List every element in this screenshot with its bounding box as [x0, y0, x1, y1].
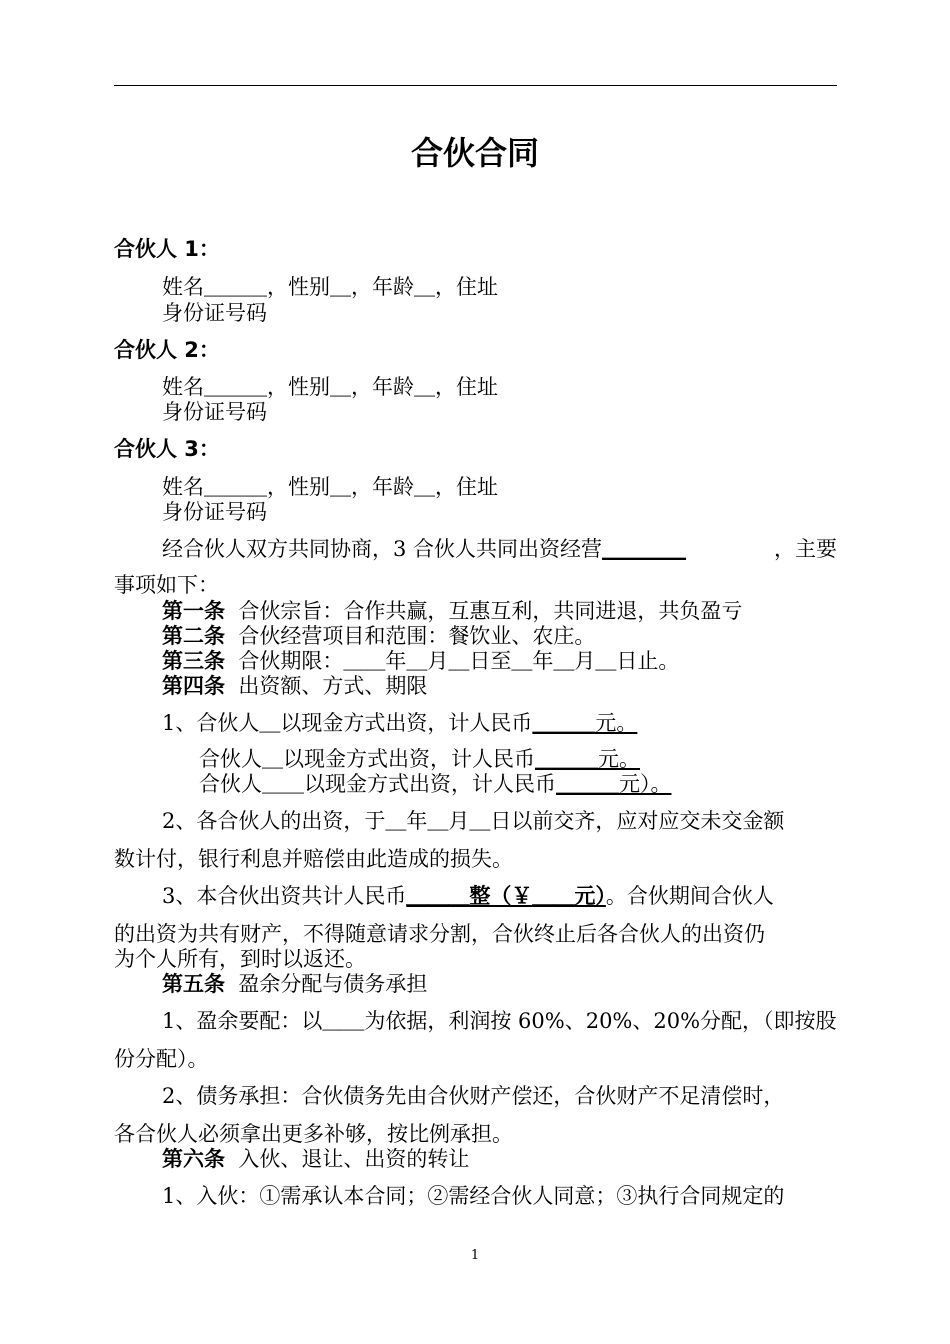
partner-1-info: 姓名＿＿＿，性别＿，年龄＿，住址	[162, 275, 498, 299]
partner-2-info: 姓名＿＿＿，性别＿，年龄＿，住址	[162, 375, 498, 399]
para-2-line-2: 数计付，银行利息并赔偿由此造成的损失。	[114, 847, 513, 871]
article-5-text: 盈余分配与债务承担	[238, 972, 428, 996]
partner-2-heading: 合伙人 2：	[114, 338, 220, 362]
contribution-3-amount: ＿＿＿元）。	[556, 772, 672, 796]
partner-1-heading: 合伙人 1：	[114, 237, 220, 261]
header-rule	[114, 85, 837, 86]
partner-3-heading: 合伙人 3：	[114, 437, 220, 461]
intro-line-2: 事项如下：	[114, 573, 219, 597]
intro-line-1	[162, 536, 686, 562]
partner-3-info: 姓名＿＿＿，性别＿，年龄＿，住址	[162, 475, 498, 499]
article-4-text: 出资额、方式、期限	[238, 674, 428, 698]
article-2-label: 第二条	[162, 624, 225, 648]
para-3-text-c: 。合伙期间合伙人	[605, 884, 774, 908]
article-1-text: 合伙宗旨：合作共赢，互惠互利，共同进退，共负盈亏	[238, 599, 743, 623]
article-6-label: 第六条	[162, 1147, 225, 1171]
para-3-line-3: 为个人所有，到时以返还。	[114, 947, 366, 971]
page-number: 1	[470, 1248, 480, 1263]
article-3	[162, 648, 679, 674]
article-2-text: 合伙经营项目和范围：餐饮业、农庄。	[238, 624, 596, 648]
article-3-label: 第三条	[162, 649, 225, 673]
article-6-text: 入伙、退让、出资的转让	[238, 1147, 470, 1171]
para-3-text-a: 3、本合伙出资共计人民币	[162, 884, 407, 908]
article-1-label: 第一条	[162, 599, 225, 623]
intro-text-a: 经合伙人双方共同协商，3 合伙人共同出资经营	[162, 537, 603, 561]
article-2	[162, 623, 595, 649]
article-1	[162, 598, 742, 624]
profit-line-2: 份分配）。	[114, 1047, 209, 1071]
para-3-line-2: 的出资为共有财产，不得随意请求分割，合伙终止后各合伙人的出资仍	[114, 922, 765, 946]
contribution-3	[199, 771, 672, 797]
partner-2-id: 身份证号码	[162, 400, 267, 424]
contribution-2	[199, 746, 640, 772]
article-4	[162, 673, 427, 699]
profit-line-1: 1、盈余要配：以＿＿为依据，利润按 60%、20%、20%分配，（即按股	[162, 1009, 837, 1033]
business-blank: ＿＿＿＿	[602, 537, 687, 561]
debt-line-1: 2、债务承担：合伙债务先由合伙财产偿还，合伙财产不足清偿时，	[162, 1084, 785, 1108]
contribution-1-amount: ＿＿＿元。	[532, 711, 638, 735]
debt-line-2: 各合伙人必须拿出更多补够，按比例承担。	[114, 1122, 513, 1146]
document-title: 合伙合同	[410, 134, 539, 172]
para-3-total: ＿＿＿整（￥＿＿元）	[406, 884, 606, 908]
article-6	[162, 1146, 469, 1172]
partner-1-id: 身份证号码	[162, 301, 267, 325]
contribution-2-text: 合伙人＿以现金方式出资，计人民币	[199, 747, 535, 771]
para-3-line-1	[162, 883, 774, 909]
contribution-3-text: 合伙人＿＿以现金方式出资，计人民币	[199, 772, 556, 796]
intro-text-b: ，主要	[774, 537, 837, 561]
article-4-label: 第四条	[162, 674, 225, 698]
article-5-label: 第五条	[162, 972, 225, 996]
contribution-1	[162, 710, 637, 736]
contribution-1-text: 1、合伙人＿以现金方式出资，计人民币	[162, 711, 533, 735]
article-3-text: 合伙期限：＿＿年＿月＿日至＿年＿月＿日止。	[238, 649, 680, 673]
contribution-2-amount: ＿＿＿元。	[535, 747, 640, 771]
partner-3-id: 身份证号码	[162, 500, 267, 524]
join-line-1: 1、入伙：①需承认本合同；②需经合伙人同意；③执行合同规定的	[162, 1184, 785, 1208]
article-5	[162, 971, 427, 997]
para-2-line-1: 2、各合伙人的出资，于＿年＿月＿日以前交齐，应对应交未交金额	[162, 809, 785, 833]
